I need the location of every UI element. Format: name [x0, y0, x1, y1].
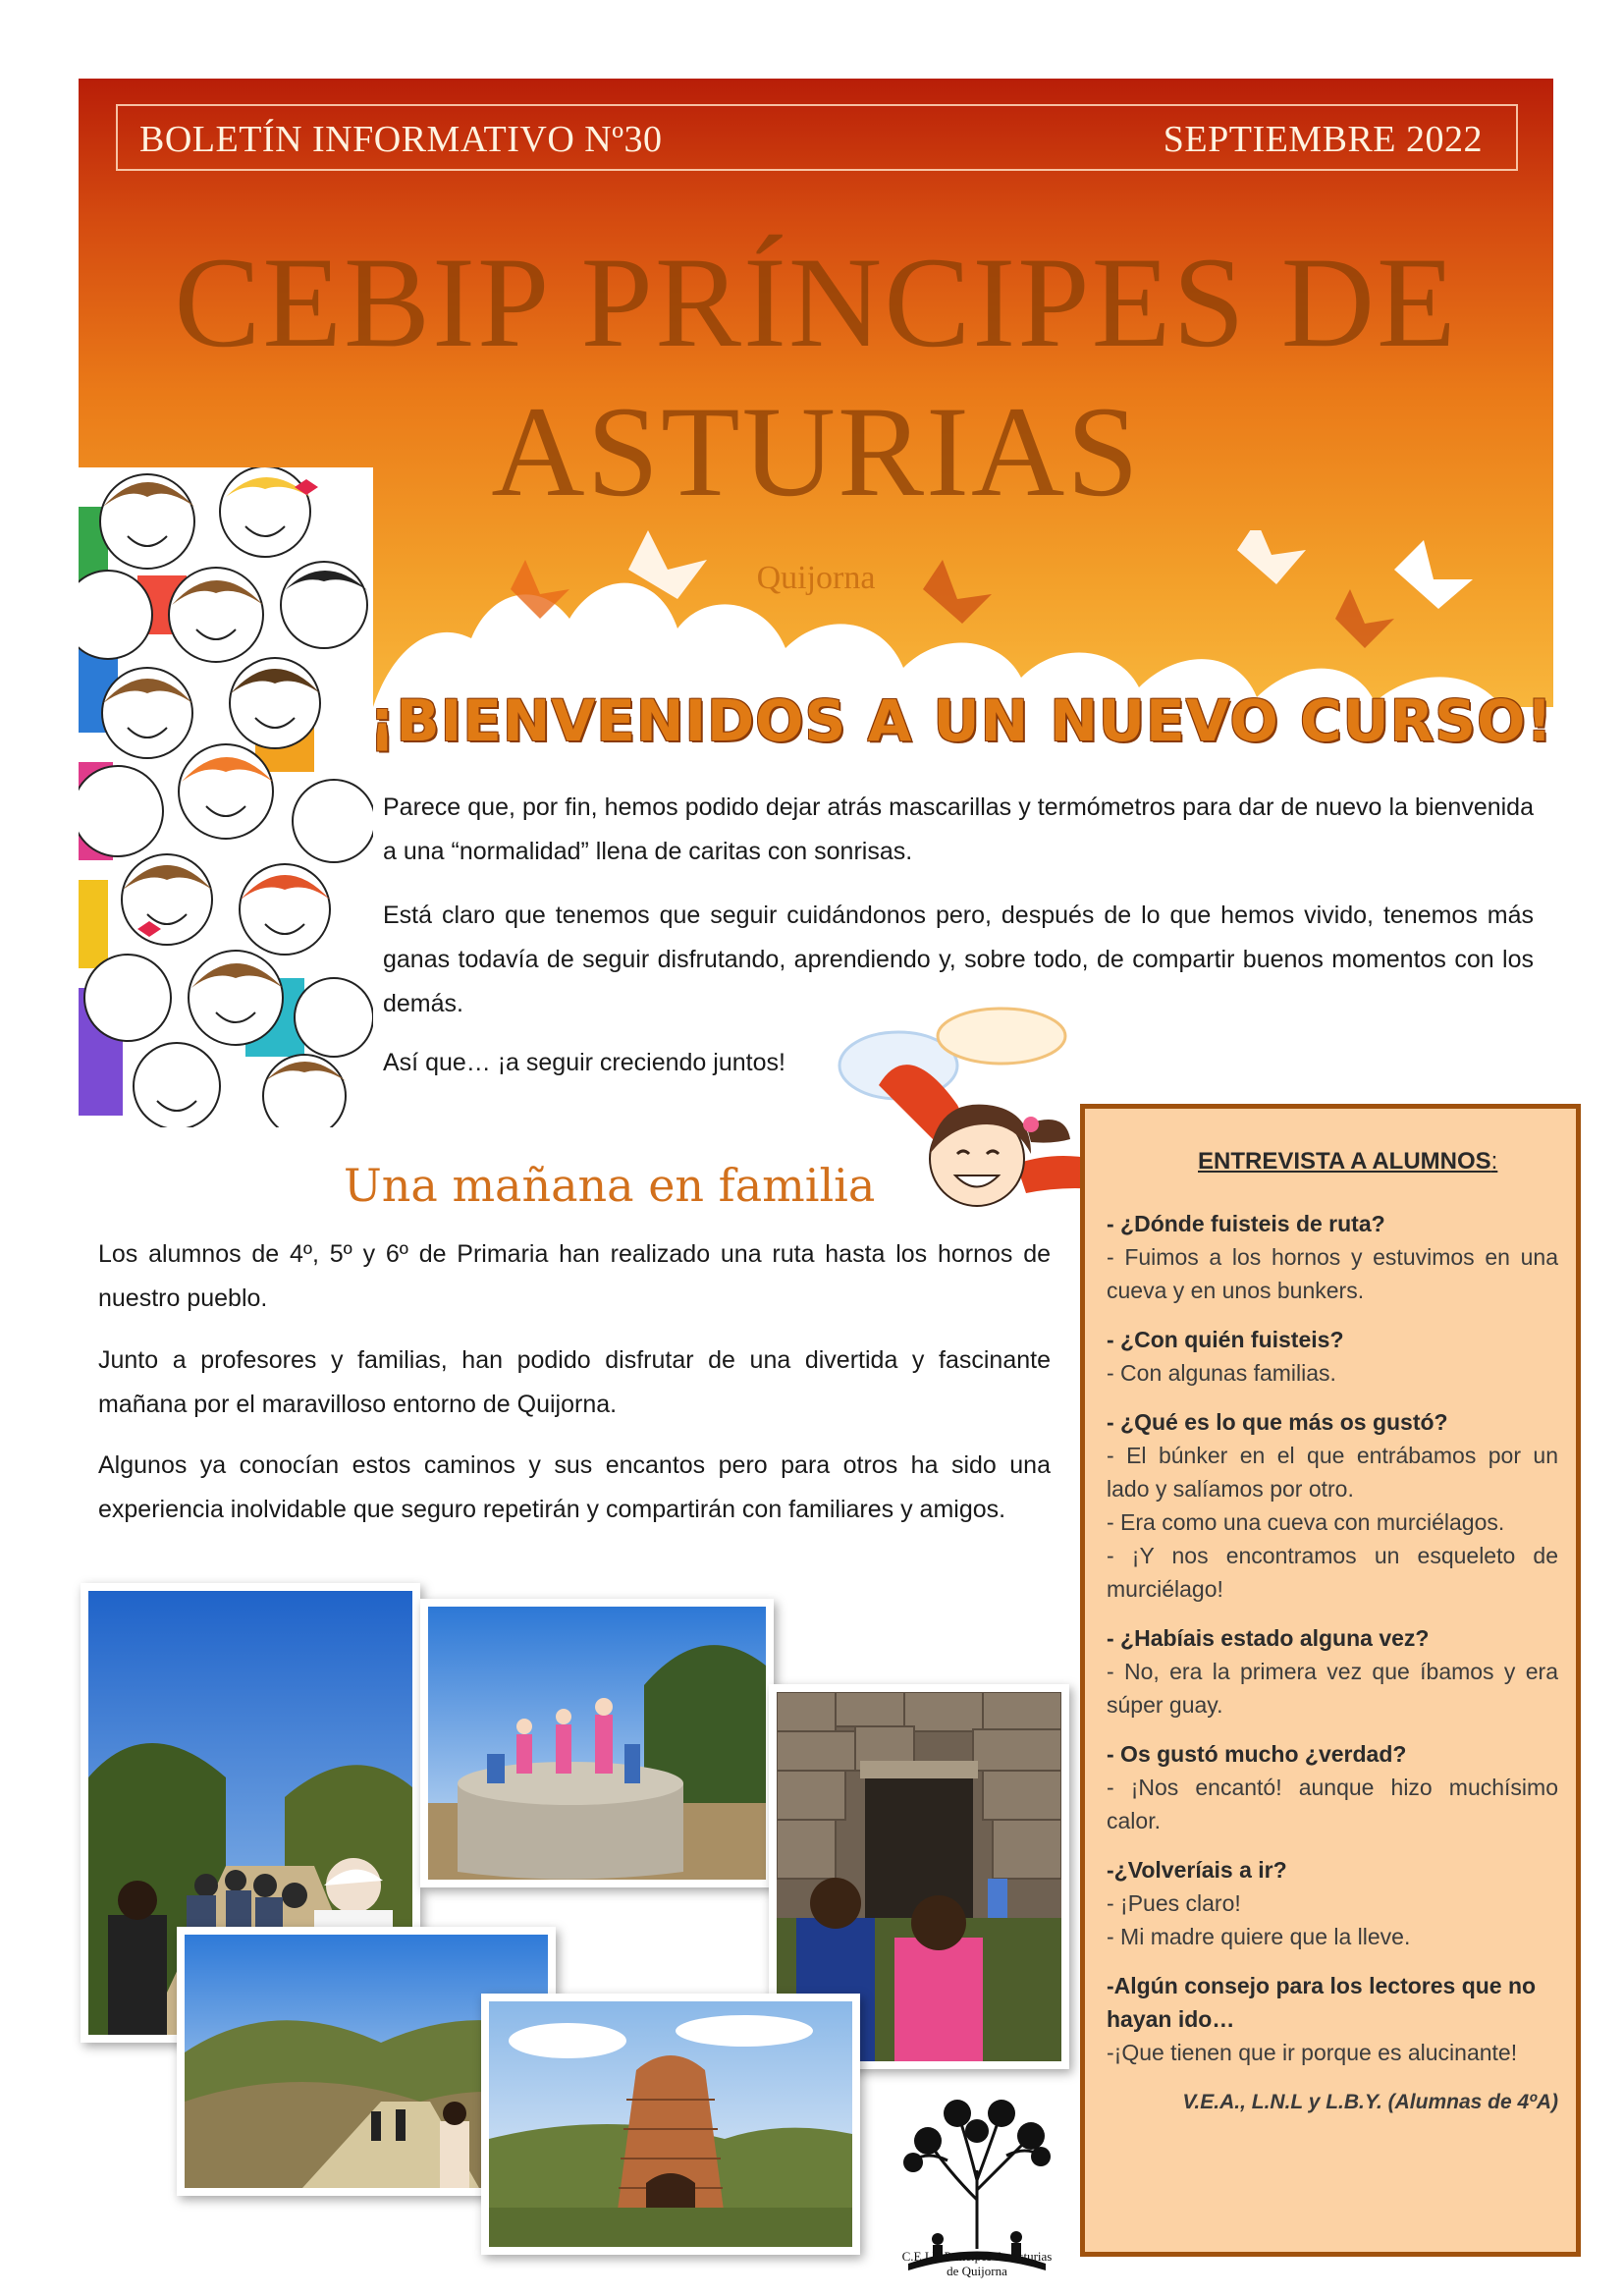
answer: -¡Que tienen que ir porque es alucinante!	[1107, 2040, 1518, 2065]
qa-item	[1107, 1621, 1558, 1722]
interview-heading-text: ENTREVISTA A ALUMNOS	[1198, 1148, 1491, 1175]
school-name-line1: CEBIP PRÍNCIPES DE	[174, 230, 1458, 374]
photo-brick-kiln	[481, 1994, 860, 2255]
question: -Algún consejo para los lectores que no hayan ido…	[1107, 1973, 1537, 2032]
question: - ¿Habíais estado alguna vez?	[1107, 1625, 1430, 1651]
qa-item	[1107, 1207, 1558, 1307]
interview-heading	[1198, 1148, 1497, 1175]
answer: - ¡Pues claro!	[1107, 1890, 1241, 1916]
logo-caption-line1: C.E.I.P. Príncipes de Asturias	[901, 2249, 1053, 2264]
qa-item	[1107, 1853, 1558, 1953]
qa-item	[1107, 1405, 1558, 1606]
logo-caption-line2: de Quijorna	[947, 2264, 1007, 2278]
answer: - Fuimos a los hornos y estuvimos en una cueva y en unos bunkers.	[1107, 1244, 1558, 1303]
welcome-paragraph-1: Parece que, por fin, hemos podido dejar atrás mascarillas y termómetros para dar de nuevo la bienvenida a una “normalidad” llena de caritas con sonrisas.	[383, 793, 1534, 865]
qa-item	[1107, 1969, 1558, 2069]
interview-box	[1080, 1104, 1581, 2257]
question: - Os gustó mucho ¿verdad?	[1107, 1741, 1407, 1767]
welcome-heading: ¡BIENVENIDOS A UN NUEVO CURSO!	[369, 687, 1553, 754]
school-logo-caption	[879, 2249, 1075, 2278]
qa-item	[1107, 1323, 1558, 1390]
issue-number: BOLETÍN INFORMATIVO Nº30	[139, 119, 663, 160]
answer: - El búnker en el que entrábamos por un lado y salíamos por otro.	[1107, 1443, 1558, 1502]
family-paragraph-2: Junto a profesores y familias, han podido disfrutar de una divertida y fascinante mañana por el maravilloso entorno de Quijorna.	[98, 1346, 1051, 1418]
answer: - No, era la primera vez que íbamos y era súper guay.	[1107, 1659, 1558, 1718]
question: - ¿Qué es lo que más os gustó?	[1107, 1409, 1448, 1435]
issue-date: SEPTIEMBRE 2022	[1163, 119, 1483, 160]
family-paragraph-1: Los alumnos de 4º, 5º y 6º de Primaria han realizado una ruta hasta los hornos de nuestro pueblo.	[98, 1240, 1051, 1312]
photo-group-on-kiln	[420, 1599, 774, 1887]
town-name: Quijorna	[756, 560, 876, 596]
interview-heading-colon: :	[1490, 1148, 1498, 1175]
welcome-paragraph-3: Así que… ¡a seguir creciendo juntos!	[383, 1049, 785, 1076]
qa-item	[1107, 1737, 1558, 1837]
answer: - ¡Y nos encontramos un esqueleto de murciélago!	[1107, 1543, 1558, 1602]
children-faces-illustration	[79, 467, 373, 1127]
question: -¿Volveríais a ir?	[1107, 1857, 1287, 1883]
answer: - Mi madre quiere que la lleve.	[1107, 1924, 1411, 1949]
interview-qa-list	[1107, 1207, 1558, 2085]
question: - ¿Con quién fuisteis?	[1107, 1327, 1344, 1352]
answer: - ¡Nos encantó! aunque hizo muchísimo calor.	[1107, 1775, 1558, 1833]
answer: - Era como una cueva con murciélagos.	[1107, 1509, 1505, 1535]
family-paragraph-3: Algunos ya conocían estos caminos y sus encantos pero para otros ha sido una experiencia inolvidable que seguro repetirán y compartirán con familiares y amigos.	[98, 1451, 1051, 1523]
school-name-line2: ASTURIAS	[491, 379, 1141, 523]
question: - ¿Dónde fuisteis de ruta?	[1107, 1211, 1385, 1236]
welcome-paragraph-2: Está claro que tenemos que seguir cuidándonos pero, después de lo que hemos vivido, tenemos más ganas todavía de seguir disfrutando, aprendiendo y, sobre todo, de compartir buenos momentos con los demás.	[383, 902, 1534, 1017]
answer: - Con algunas familias.	[1107, 1360, 1336, 1386]
family-heading: Una mañana en familia	[344, 1159, 876, 1212]
interview-signature: V.E.A., L.N.L y L.B.Y. (Alumnas de 4ºA)	[1182, 2091, 1558, 2113]
